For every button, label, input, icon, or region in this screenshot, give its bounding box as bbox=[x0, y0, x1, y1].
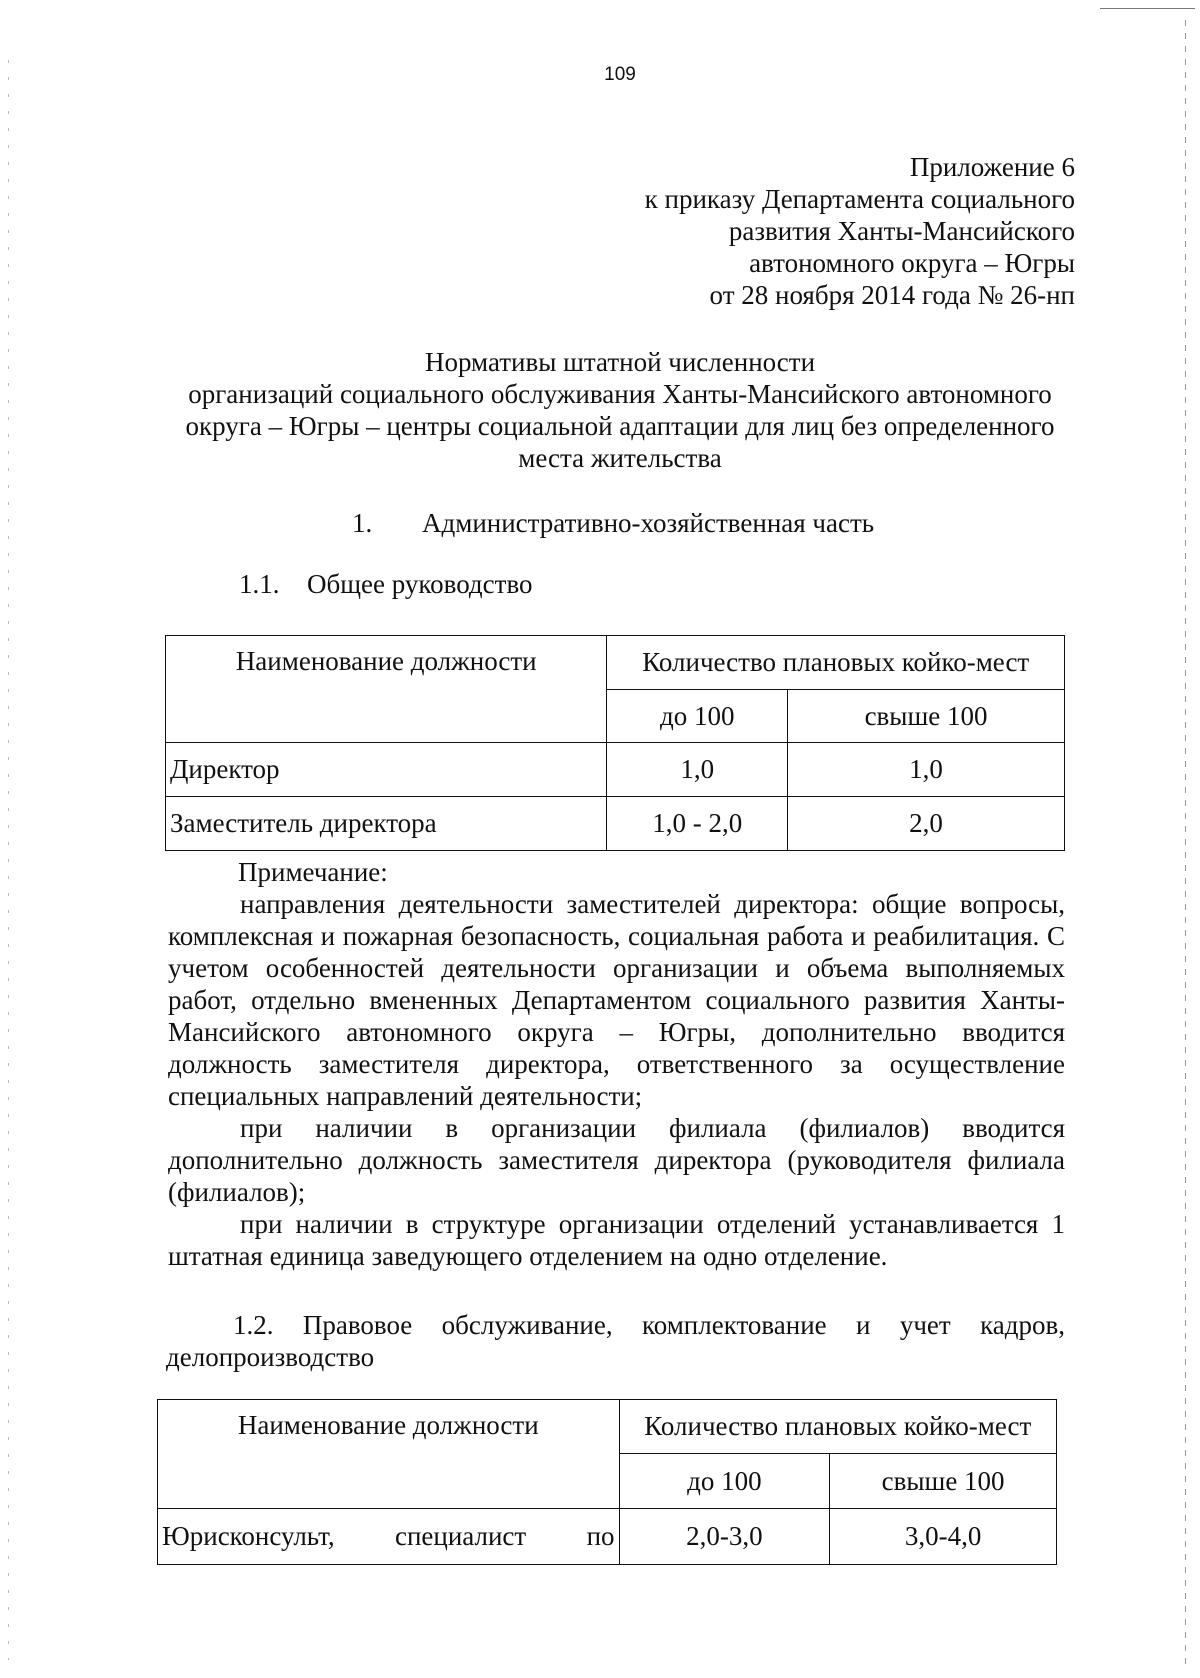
section-1-1-heading bbox=[239, 569, 533, 600]
table-row bbox=[166, 797, 1065, 851]
subheader-over-100: свыше 100 bbox=[830, 1454, 1057, 1509]
section-1-heading bbox=[352, 508, 874, 539]
cell-over-100: 2,0 bbox=[788, 797, 1065, 851]
scan-edge-right bbox=[1185, 20, 1186, 1670]
section-1-2-heading: 1.2. Правовое обслуживание, комплектование и учет кадров, делопроизводство bbox=[166, 1310, 1065, 1372]
cell-upto-100: 2,0-3,0 bbox=[619, 1509, 830, 1565]
appendix-line: автономного округа – Югры bbox=[749, 248, 1075, 278]
table-row bbox=[166, 743, 1065, 797]
cell-word: Юрисконсульт, bbox=[162, 1521, 335, 1551]
note-paragraph: при наличии в структуре организации отделений устанавливается 1 штатная единица заведующего отделением на одно отделение. bbox=[168, 1209, 1065, 1271]
header-position: Наименование должности bbox=[158, 1400, 620, 1509]
cell-position bbox=[158, 1509, 620, 1565]
appendix-line: к приказу Департамента социального bbox=[644, 184, 1075, 214]
cell-upto-100: 1,0 - 2,0 bbox=[607, 797, 788, 851]
cell-over-100: 3,0-4,0 bbox=[830, 1509, 1057, 1565]
table-general-management bbox=[165, 635, 1065, 851]
scan-artifact-line bbox=[1100, 8, 1195, 9]
appendix-header bbox=[645, 151, 1075, 311]
subheader-over-100: свыше 100 bbox=[788, 690, 1065, 743]
appendix-line: от 28 ноября 2014 года № 26-нп bbox=[709, 280, 1075, 310]
note-paragraph: направления деятельности заместителей директора: общие вопросы, комплексная и пожарная безопасность, социальная работа и реабилитация. С учетом особенностей деятельности организации и объема выполняемых работ, отдельно вмененных Департаментом социального развития Ханты-Мансийского автономного округа – Югры, дополнительно вводится должность заместителя директора, ответственного за осуществление специальных направлений деятельности; bbox=[168, 889, 1065, 1111]
appendix-line: развития Ханты-Мансийского bbox=[728, 216, 1075, 246]
title-line: округа – Югры – центры социальной адаптации для лиц без определенного bbox=[185, 411, 1055, 441]
section-title: Общее руководство bbox=[307, 569, 533, 599]
cell-word: специалист bbox=[394, 1521, 527, 1551]
section-title: Административно-хозяйственная часть bbox=[422, 508, 875, 538]
title-line: организаций социального обслуживания Ханты-Мансийского автономного bbox=[188, 379, 1052, 409]
page-number: 109 bbox=[604, 64, 636, 85]
section-number: 1.1. bbox=[239, 569, 280, 599]
title-line: места жительства bbox=[518, 443, 722, 473]
header-position: Наименование должности bbox=[166, 636, 607, 743]
subheader-upto-100: до 100 bbox=[607, 690, 788, 743]
table-legal-hr bbox=[157, 1399, 1057, 1565]
cell-upto-100: 1,0 bbox=[607, 743, 788, 797]
scan-edge-left bbox=[8, 60, 9, 1660]
cell-over-100: 1,0 bbox=[788, 743, 1065, 797]
section-number: 1. bbox=[352, 508, 373, 538]
note-label: Примечание: bbox=[238, 857, 388, 887]
cell-position: Заместитель директора bbox=[166, 797, 607, 851]
note-paragraph: при наличии в организации филиала (филиалов) вводится дополнительно должность заместителя директора (руководителя филиала (филиалов); bbox=[168, 1113, 1065, 1207]
title-line: Нормативы штатной численности bbox=[424, 347, 816, 377]
subheader-upto-100: до 100 bbox=[619, 1454, 830, 1509]
cell-position: Директор bbox=[166, 743, 607, 797]
header-count: Количество плановых койко-мест bbox=[607, 636, 1065, 690]
document-title bbox=[170, 346, 1070, 474]
note-block bbox=[168, 856, 1065, 1272]
table-row bbox=[158, 1509, 1057, 1565]
header-count: Количество плановых койко-мест bbox=[619, 1400, 1056, 1454]
appendix-line: Приложение 6 bbox=[909, 152, 1075, 182]
cell-word: по bbox=[586, 1521, 615, 1551]
